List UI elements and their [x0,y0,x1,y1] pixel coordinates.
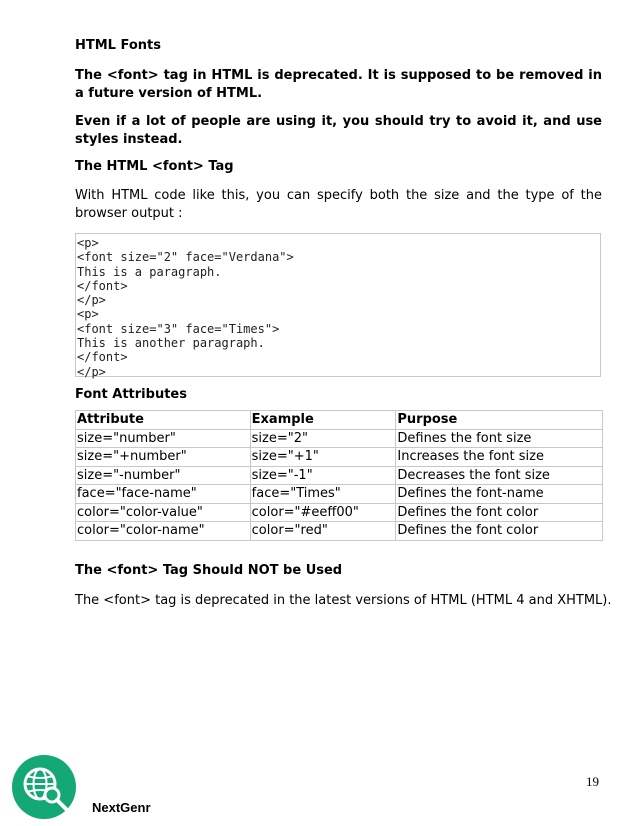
table-row [76,429,603,448]
deprecated-note: The <font> tag in HTML is deprecated. It is supposed to be removed in a future version of HTML. [75,68,602,101]
globe-magnifier-icon [11,754,77,820]
column-header-attribute: Attribute [76,411,251,430]
purpose-cell: Defines the font color [396,503,603,522]
attribute-cell: color="color-name" [76,522,251,541]
attribute-cell: color="color-value" [76,503,251,522]
code-line: </font> [77,350,128,365]
font-attributes-table [75,410,603,541]
font-tag-heading: The HTML <font> Tag [75,159,234,174]
purpose-cell: Defines the font color [396,522,603,541]
page-number: 19 [586,774,599,789]
code-line: <font size="3" face="Times"> [77,321,280,336]
purpose-cell: Decreases the font size [396,466,603,485]
purpose-cell: Increases the font size [396,448,603,467]
attribute-cell: size="+number" [76,448,251,467]
not-used-heading: The <font> Tag Should NOT be Used [75,563,343,578]
code-line: <p> [77,307,99,322]
example-cell: color="#eeff00" [250,503,396,522]
final-note: The <font> tag is deprecated in the latest versions of HTML (HTML 4 and XHTML). [75,593,612,608]
example-cell: size="2" [250,429,396,448]
table-row [76,448,603,467]
table-row [76,485,603,504]
example-cell: size="+1" [250,448,396,467]
code-line: </font> [77,278,128,293]
table-row [76,522,603,541]
code-line: </p> [77,364,106,379]
avoid-note: Even if a lot of people are using it, you should try to avoid it, and use styles instead. [75,114,602,147]
table-header-row [76,411,603,430]
code-line: <p> [77,236,99,250]
attribute-cell: size="number" [76,429,251,448]
example-cell: face="Times" [250,485,396,504]
column-header-example: Example [250,411,396,430]
attribute-cell: size="-number" [76,466,251,485]
column-header-purpose: Purpose [396,411,603,430]
code-line: <font size="2" face="Verdana"> [77,250,294,265]
example-cell: size="-1" [250,466,396,485]
code-line: </p> [77,293,106,308]
code-example-box [75,233,601,377]
table-row [76,503,603,522]
attribute-cell: face="face-name" [76,485,251,504]
code-line: This is another paragraph. [77,336,265,351]
intro-text: With HTML code like this, you can specify both the size and the type of the browser output : [75,188,602,221]
code-line: This is a paragraph. [77,264,222,279]
purpose-cell: Defines the font size [396,429,603,448]
example-cell: color="red" [250,522,396,541]
table-row [76,466,603,485]
purpose-cell: Defines the font-name [396,485,603,504]
brand-name: NextGenr [92,800,151,815]
page-title: HTML Fonts [75,38,161,53]
font-attributes-heading: Font Attributes [75,387,187,402]
